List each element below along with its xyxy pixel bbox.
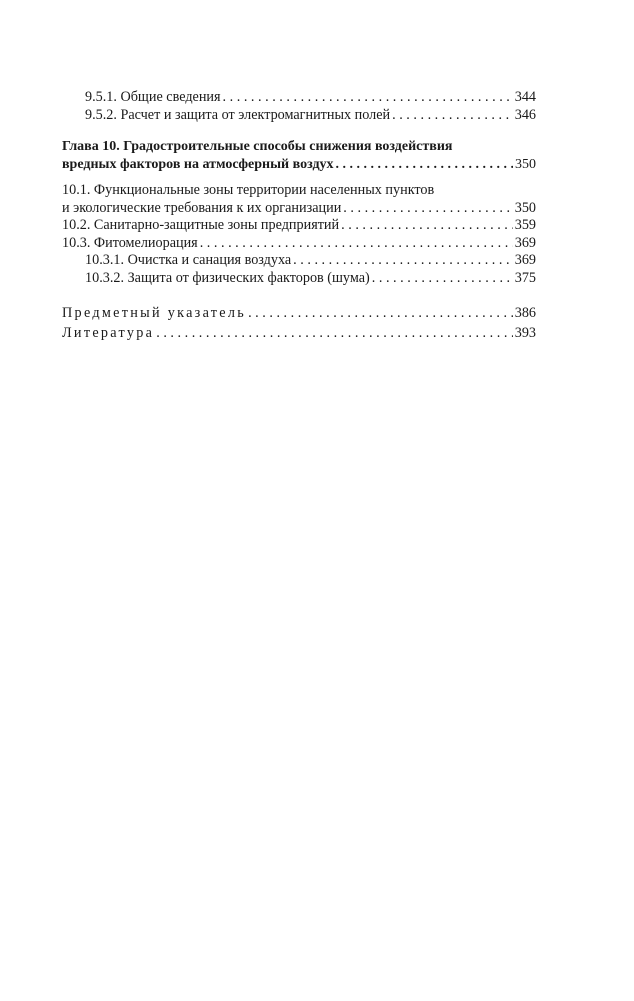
dot-leader [248, 303, 513, 323]
toc-chapter-10[interactable] [62, 138, 536, 173]
toc-entry-literature[interactable] [62, 323, 536, 343]
toc-entry-10-3-1[interactable] [62, 252, 536, 270]
toc-entry-label: 10.3. Фитомелиорация [62, 234, 198, 251]
toc-entry-10-3[interactable] [62, 235, 536, 253]
dot-leader [156, 323, 512, 343]
toc-entry-label: 9.5.1. Общие сведения [85, 89, 221, 105]
toc-entry-page: 393 [514, 325, 536, 341]
toc-entry-label: 10.2. Санитарно-защитные зоны предприятий [62, 217, 340, 233]
chapter-page: 350 [515, 156, 536, 172]
toc-entry-page: 386 [514, 305, 536, 321]
toc-entry-label: 10.3.1. Очистка и санация воздуха [85, 252, 292, 268]
toc-entry-label: Литература [62, 325, 155, 341]
toc-back-matter [62, 303, 536, 343]
toc-entry-10-3-2[interactable] [62, 270, 536, 288]
table-of-contents [62, 89, 536, 343]
chapter-title-line1: Глава 10. Градостроительные способы снижения воздействия [62, 139, 453, 154]
toc-entry-10-2[interactable] [62, 217, 536, 235]
toc-entry-page: 350 [514, 199, 536, 216]
toc-entry-label: Предметный указатель [62, 305, 247, 321]
dot-leader [223, 89, 513, 107]
toc-entry-page: 369 [514, 234, 536, 251]
toc-entry-page: 369 [514, 252, 536, 268]
dot-leader [392, 107, 513, 125]
toc-entry-9-5-1[interactable] [62, 89, 536, 107]
toc-entry-page: 344 [514, 89, 536, 105]
dot-leader [336, 156, 513, 174]
toc-entry-page: 346 [514, 106, 536, 123]
toc-entry-label: 10.3.2. Защита от физических факторов (шума) [85, 269, 370, 286]
toc-sections [62, 182, 536, 287]
toc-entry-page: 375 [514, 269, 536, 286]
dot-leader [372, 270, 513, 288]
toc-entry-index[interactable] [62, 303, 536, 323]
toc-entry-9-5-2[interactable] [62, 107, 536, 125]
chapter-title-line2: вредных факторов на атмосферный воздух [62, 156, 334, 172]
dot-leader [341, 217, 513, 235]
dot-leader [293, 252, 513, 270]
toc-entry-page: 359 [514, 217, 536, 233]
dot-leader [200, 235, 513, 253]
toc-entry-10-1[interactable] [62, 200, 536, 218]
toc-entry-label: 9.5.2. Расчет и защита от электромагнитных полей [85, 106, 391, 123]
toc-entry-10-1-line1[interactable]: 10.1. Функциональные зоны территории населенных пунктов [62, 182, 435, 198]
dot-leader [343, 200, 512, 218]
toc-entry-label: и экологические требования к их организации [62, 199, 342, 216]
